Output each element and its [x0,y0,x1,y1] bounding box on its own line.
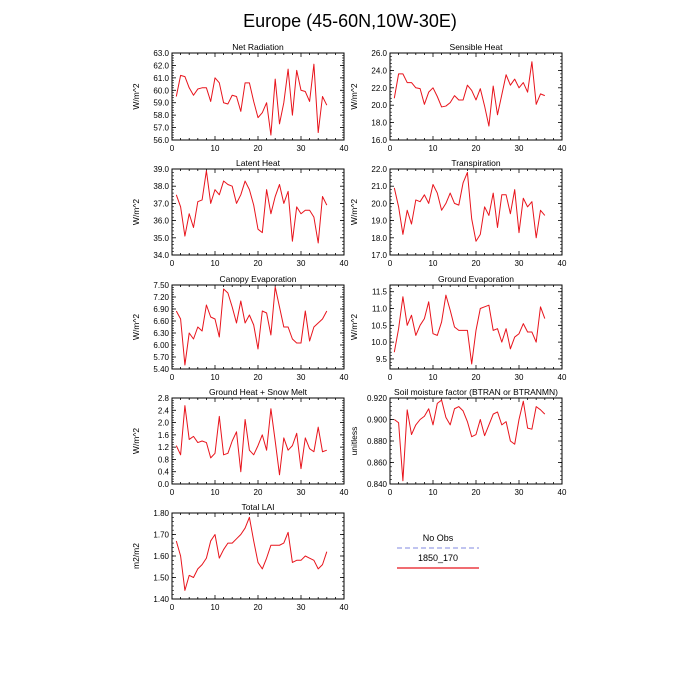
x-tick-label: 30 [514,488,524,497]
chart-panel-5 [349,274,567,382]
y-tick-label: 6.30 [153,329,169,338]
y-tick-label: 62.0 [153,61,169,71]
x-tick-label: 10 [428,259,438,268]
y-tick-label: 58.0 [153,111,169,121]
panel-title: Net Radiation [232,42,284,52]
x-tick-label: 40 [557,488,567,497]
y-tick-label: 7.20 [153,293,169,302]
y-tick-label: 0.900 [366,415,387,425]
x-tick-label: 10 [210,144,220,153]
x-tick-label: 0 [169,259,175,268]
y-tick-label: 37.0 [153,199,169,209]
panel-title: Transpiration [451,158,501,168]
y-axis-label: W/m^2 [349,83,359,110]
y-tick-label: 2.4 [157,406,169,416]
y-tick-label: 7.50 [153,281,169,290]
y-tick-label: 0.4 [157,467,169,477]
y-tick-label: 26.0 [371,49,387,58]
panel-title: Ground Heat + Snow Melt [208,387,308,397]
x-tick-label: 40 [557,373,567,382]
plot-frame [172,398,344,484]
legend [397,533,479,568]
x-tick-label: 30 [296,259,306,268]
plot-frame [390,169,562,255]
x-tick-label: 20 [471,144,481,153]
series-line-1850-170 [176,287,326,365]
y-tick-label: 1.60 [153,552,169,561]
y-tick-label: 6.90 [153,305,169,314]
y-tick-label: 1.80 [153,509,169,518]
y-tick-label: 1.2 [157,443,169,453]
y-tick-label: 18.0 [371,233,387,243]
x-tick-label: 40 [339,259,349,268]
y-tick-label: 1.70 [153,530,169,540]
figure-title: Europe (45-60N,10W-30E) [243,11,457,31]
x-tick-label: 0 [169,603,175,612]
y-tick-label: 34.0 [153,251,169,260]
x-tick-label: 30 [514,373,524,382]
chart-panel-6 [131,387,349,497]
x-tick-label: 0 [387,259,393,268]
x-tick-label: 0 [387,144,393,153]
y-tick-label: 5.70 [153,353,169,362]
y-axis-label: W/m^2 [349,313,359,341]
y-tick-label: 1.50 [153,573,169,583]
y-tick-label: 20.0 [371,199,387,209]
series-line-1850-170 [394,400,545,481]
panel-title: Ground Evaporation [437,274,515,284]
legend-label-1850-170: 1850_170 [417,553,459,563]
x-tick-label: 40 [557,144,567,153]
x-tick-label: 10 [210,488,220,497]
y-tick-label: 56.0 [153,136,169,145]
y-tick-label: 0.860 [366,458,387,468]
series-line-1850-170 [176,64,326,135]
y-tick-label: 39.0 [153,165,169,174]
y-axis-label: W/m^2 [131,198,141,226]
x-tick-label: 30 [514,144,524,153]
y-tick-label: 0.880 [366,437,387,446]
x-tick-label: 20 [253,488,263,497]
x-tick-label: 40 [339,144,349,153]
x-tick-label: 0 [387,488,393,497]
x-tick-label: 20 [253,373,263,382]
y-tick-label: 36.0 [153,216,169,226]
series-line-1850-170 [394,295,545,364]
x-tick-label: 0 [169,144,175,153]
y-tick-label: 9.5 [375,354,387,364]
y-tick-label: 10.0 [371,338,387,348]
x-tick-label: 0 [387,373,393,382]
panel-title: Soil moisture factor (BTRAN or BTRANMN) [394,387,558,397]
x-tick-label: 20 [471,373,481,382]
plot-frame [390,398,562,484]
y-tick-label: 22.0 [371,165,387,174]
panel-title: Canopy Evaporation [219,274,297,284]
y-tick-label: 63.0 [153,49,169,58]
chart-panel-0 [131,42,349,153]
plot-frame [172,513,344,599]
x-tick-label: 40 [339,603,349,612]
y-tick-label: 61.0 [153,73,169,83]
y-tick-label: 18.0 [371,118,387,128]
y-tick-label: 20.0 [371,101,387,111]
x-tick-label: 10 [428,144,438,153]
series-line-1850-170 [176,517,326,590]
panel-title: Sensible Heat [449,42,503,52]
y-tick-label: 59.0 [153,98,169,108]
y-tick-label: 0.8 [157,455,169,465]
y-axis-label: m2/m2 [131,543,141,569]
y-tick-label: 2.8 [157,394,169,403]
y-tick-label: 2.0 [157,418,169,428]
y-tick-label: 1.40 [153,595,169,604]
y-tick-label: 10.5 [371,321,387,331]
y-tick-label: 0.0 [157,480,169,489]
y-tick-label: 24.0 [371,66,387,76]
y-axis-label: W/m^2 [131,83,141,110]
chart-panel-4 [131,274,349,382]
x-tick-label: 20 [471,488,481,497]
x-tick-label: 30 [296,603,306,612]
y-tick-label: 57.0 [153,123,169,133]
x-tick-label: 10 [428,488,438,497]
panel-title: Total LAI [241,502,275,512]
y-tick-label: 1.6 [157,430,169,440]
x-tick-label: 10 [210,373,220,382]
y-tick-label: 6.60 [153,317,169,326]
x-tick-label: 20 [471,259,481,268]
panel-title: Latent Heat [236,158,280,168]
x-tick-label: 20 [253,603,263,612]
chart-panel-8 [131,502,349,612]
y-tick-label: 22.0 [371,83,387,93]
y-tick-label: 6.00 [153,341,169,350]
chart-panel-7 [349,387,567,497]
x-tick-label: 0 [169,373,175,382]
y-tick-label: 21.0 [371,182,387,192]
x-tick-label: 0 [169,488,175,497]
x-tick-label: 30 [296,144,306,153]
x-tick-label: 10 [210,603,220,612]
y-axis-label: W/m^2 [131,313,141,341]
chart-panel-1 [349,42,567,153]
y-tick-label: 0.840 [366,480,387,489]
y-tick-label: 17.0 [371,251,387,260]
y-tick-label: 38.0 [153,182,169,192]
chart-panel-2 [131,158,349,268]
series-line-1850-170 [394,172,545,241]
x-tick-label: 40 [557,259,567,268]
y-axis-label: W/m^2 [131,427,141,455]
y-axis-label: W/m^2 [349,198,359,226]
series-line-1850-170 [394,62,545,126]
plot-frame [390,285,562,369]
series-line-1850-170 [176,171,326,243]
x-tick-label: 30 [296,373,306,382]
series-line-1850-170 [176,406,326,475]
y-tick-label: 35.0 [153,233,169,243]
y-tick-label: 5.40 [153,365,169,374]
y-tick-label: 60.0 [153,86,169,96]
x-tick-label: 40 [339,488,349,497]
x-tick-label: 20 [253,144,263,153]
y-tick-label: 19.0 [371,216,387,226]
y-tick-label: 11.5 [372,287,387,297]
x-tick-label: 20 [253,259,263,268]
y-axis-label: unitless [349,426,359,456]
y-tick-label: 11.0 [372,304,387,314]
x-tick-label: 40 [339,373,349,382]
y-tick-label: 0.920 [366,394,387,403]
x-tick-label: 30 [514,259,524,268]
plot-frame [390,53,562,140]
x-tick-label: 10 [210,259,220,268]
x-tick-label: 10 [428,373,438,382]
x-tick-label: 30 [296,488,306,497]
chart-panels [131,42,567,612]
chart-panel-3 [349,158,567,268]
y-tick-label: 16.0 [371,136,387,145]
legend-label-no-obs: No Obs [422,533,454,543]
